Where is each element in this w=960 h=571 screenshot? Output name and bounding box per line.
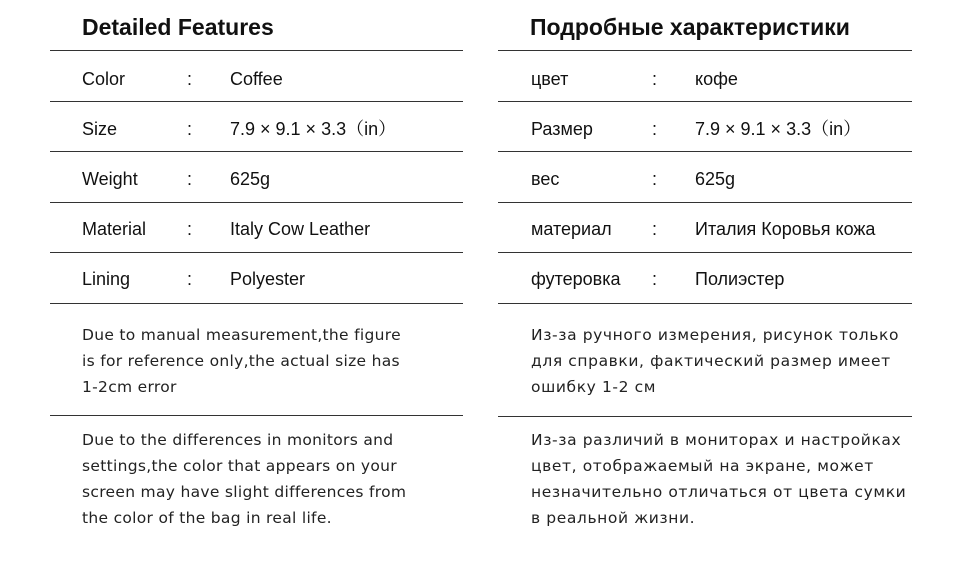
divider — [498, 416, 912, 417]
color-note — [531, 427, 911, 531]
note-line: the color of the bag in real life. — [82, 509, 332, 527]
note-line: Из-за ручного измерения, рисунок только — [531, 326, 900, 344]
spec-label: Weight — [82, 169, 138, 189]
panel-title: Подробные характеристики — [530, 14, 850, 40]
note-line: Due to the differences in monitors and — [82, 431, 394, 449]
spec-value: 625g — [230, 169, 271, 189]
spec-value: Italy Cow Leather — [230, 219, 371, 239]
note-line: Из-за различий в мониторах и настройках — [531, 431, 902, 449]
spec-value: кофе — [695, 69, 738, 89]
divider — [498, 50, 912, 51]
spec-separator: : — [652, 69, 658, 89]
spec-separator: : — [652, 169, 658, 189]
spec-row-material — [498, 204, 912, 254]
spec-separator: : — [652, 269, 658, 289]
spec-row-lining — [50, 254, 463, 304]
divider — [50, 151, 463, 152]
spec-label: вес — [531, 169, 560, 189]
note-line: 1-2cm error — [82, 378, 177, 396]
note-line: для справки, фактический размер имеет — [531, 352, 891, 370]
color-note — [82, 427, 462, 531]
spec-row-weight — [498, 154, 912, 204]
divider — [50, 50, 463, 51]
divider — [50, 252, 463, 253]
spec-separator: : — [187, 269, 193, 289]
spec-row-size — [498, 104, 912, 154]
note-line: settings,the color that appears on your — [82, 457, 397, 475]
note-line: в реальной жизни. — [531, 509, 696, 527]
spec-separator: : — [187, 169, 193, 189]
divider — [498, 202, 912, 203]
spec-label: цвет — [531, 69, 569, 89]
spec-label: футеровка — [531, 269, 621, 289]
spec-separator: : — [187, 219, 193, 239]
note-line: Due to manual measurement,the figure — [82, 326, 401, 344]
spec-row-color — [498, 54, 912, 104]
spec-value: 7.9 × 9.1 × 3.3（in） — [695, 119, 862, 139]
divider — [498, 151, 912, 152]
divider — [50, 101, 463, 102]
spec-value: 625g — [695, 169, 736, 189]
note-line: цвет, отображаемый на экране, может — [531, 457, 874, 475]
note-line: ошибку 1-2 см — [531, 378, 657, 396]
spec-value: Coffee — [230, 69, 283, 89]
panel-title: Detailed Features — [82, 14, 274, 40]
spec-label: Size — [82, 119, 118, 139]
divider — [50, 303, 463, 304]
spec-separator: : — [652, 219, 658, 239]
spec-value: Polyester — [230, 269, 306, 289]
divider — [498, 101, 912, 102]
divider — [498, 303, 912, 304]
spec-row-material — [50, 204, 463, 254]
spec-separator: : — [187, 69, 193, 89]
spec-row-size — [50, 104, 463, 154]
measurement-note — [82, 322, 462, 400]
spec-separator: : — [187, 119, 193, 139]
spec-label: Material — [82, 219, 147, 239]
spec-label: Размер — [531, 119, 593, 139]
spec-value: 7.9 × 9.1 × 3.3（in） — [230, 119, 397, 139]
spec-value: Полиэстер — [695, 269, 785, 289]
note-line: незначительно отличаться от цвета сумки — [531, 483, 907, 501]
note-line: is for reference only,the actual size has — [82, 352, 400, 370]
spec-row-weight — [50, 154, 463, 204]
divider — [50, 415, 463, 416]
spec-label: материал — [531, 219, 612, 239]
note-line: screen may have slight differences from — [82, 483, 407, 501]
spec-row-color — [50, 54, 463, 104]
spec-row-lining — [498, 254, 912, 304]
divider — [50, 202, 463, 203]
measurement-note — [531, 322, 911, 400]
divider — [498, 252, 912, 253]
spec-label: Lining — [82, 269, 131, 289]
spec-value: Италия Коровья кожа — [695, 219, 876, 239]
spec-separator: : — [652, 119, 658, 139]
spec-label: Color — [82, 69, 126, 89]
